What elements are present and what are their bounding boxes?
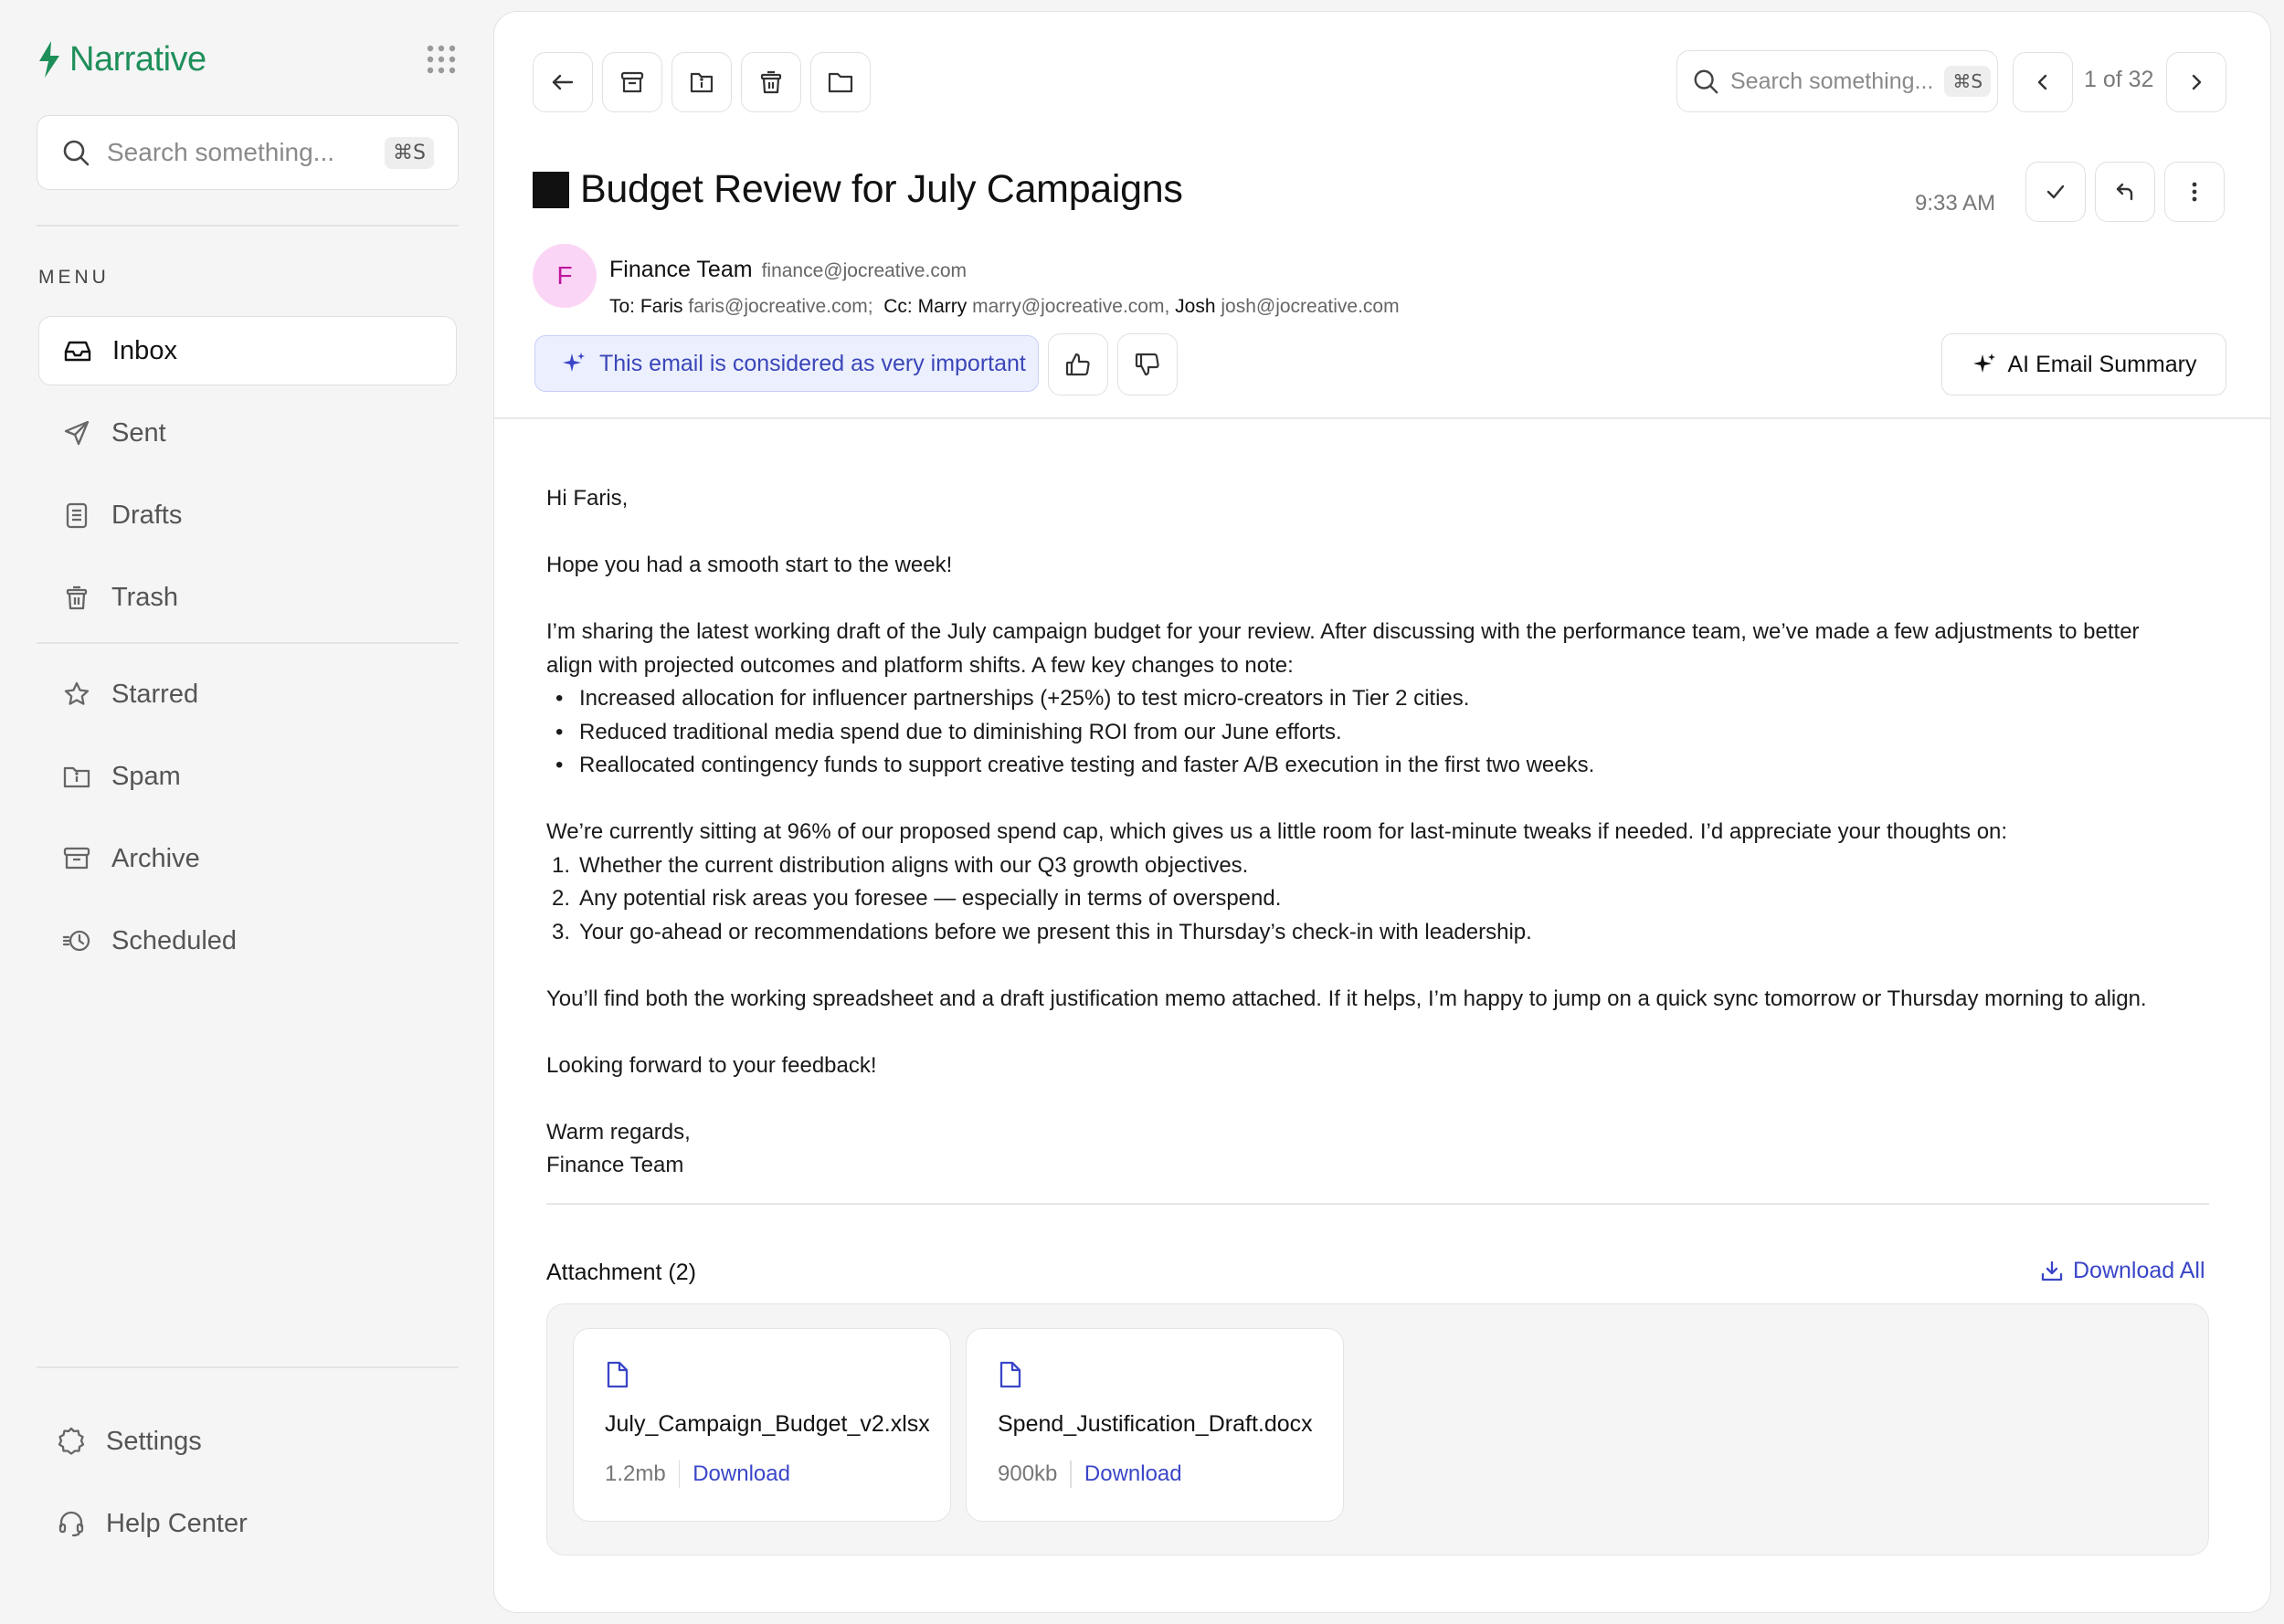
- divider: [37, 642, 459, 644]
- archive-icon: [619, 69, 645, 95]
- search-icon: [1692, 68, 1719, 95]
- attachment-meta: [998, 1461, 1182, 1488]
- sidebar-item-starred[interactable]: [38, 659, 457, 729]
- thumbs-up-button[interactable]: [1048, 333, 1108, 395]
- check-icon: [2044, 180, 2067, 204]
- list-item: 1. Whether the current distribution aligns with our Q3 growth objectives.: [552, 852, 1249, 878]
- chevron-left-icon: [2032, 71, 2054, 93]
- attachment-size: 1.2mb: [605, 1461, 666, 1486]
- separator: [679, 1461, 681, 1488]
- body-paragraph: I’m sharing the latest working draft of the July campaign budget for your review. After discussing with the performance team, we’ve made a few adjustments to better: [546, 619, 2140, 644]
- sidebar-item-label: Inbox: [112, 335, 177, 365]
- attachment-filename: Spend_Justification_Draft.docx: [998, 1411, 1313, 1437]
- numbered-list: [546, 849, 2227, 950]
- thumbs-down-button[interactable]: [1117, 333, 1178, 395]
- sidebar-item-spam[interactable]: [38, 742, 457, 811]
- importance-text: This email is considered as very important: [599, 350, 1026, 376]
- app-name: Narrative: [69, 39, 206, 79]
- to-name: Faris: [640, 296, 683, 317]
- apps-grid-icon[interactable]: [426, 44, 457, 75]
- signoff: Warm regards,: [546, 1119, 691, 1144]
- divider: [546, 1203, 2209, 1205]
- to-email: faris@jocreative.com;: [688, 296, 873, 317]
- body-paragraph: You’ll find both the working spreadsheet and a draft justification memo attached. If it helps, I’m happy to jump on a quick sync tomorrow or Thursday morning to align.: [546, 986, 2147, 1011]
- sender-name: Finance Team: [609, 257, 753, 282]
- file-icon: [998, 1360, 1023, 1389]
- thumbs-down-icon: [1134, 351, 1161, 378]
- sidebar-item-label: Starred: [111, 679, 199, 709]
- narrative-logo-icon: [37, 39, 62, 79]
- thumbs-up-icon: [1064, 351, 1092, 378]
- attachments-list: [546, 1303, 2209, 1555]
- search-shortcut: ⌘S: [385, 137, 434, 169]
- cc-name: Marry: [917, 296, 968, 317]
- body-paragraph: align with projected outcomes and platform shifts. A few key changes to note:: [546, 652, 1294, 678]
- menu-label: MENU: [38, 267, 110, 288]
- body-paragraph: Hope you had a smooth start to the week!: [546, 553, 953, 577]
- reply-button[interactable]: [2095, 162, 2155, 222]
- search-shortcut: ⌘S: [1944, 66, 1991, 97]
- recipients-line: [609, 296, 1400, 318]
- search-placeholder: Search something...: [107, 138, 335, 166]
- importance-badge: [534, 335, 1039, 392]
- arrow-left-icon: [550, 69, 576, 95]
- sidebar-item-scheduled[interactable]: [38, 906, 457, 975]
- list-item: • Increased allocation for influencer partnerships (+25%) to test micro-creators in Tier 2 cities.: [546, 682, 2227, 716]
- sender-email: finance@jocreative.com: [761, 260, 967, 281]
- sidebar-item-label: Drafts: [111, 500, 183, 530]
- mark-done-button[interactable]: [2025, 162, 2086, 222]
- bullet-list: [546, 682, 2227, 783]
- search-icon: [61, 138, 90, 167]
- scheduled-icon: [62, 926, 91, 955]
- sidebar-item-label: Spam: [111, 761, 181, 791]
- sidebar: [0, 0, 493, 1624]
- list-item: 3. Your go-ahead or recommendations before we present this in Thursday’s check-in with leadership.: [552, 919, 1532, 944]
- sender-info: [609, 257, 967, 283]
- sidebar-item-label: Trash: [111, 582, 179, 612]
- email-search-input[interactable]: [1676, 50, 1998, 112]
- more-vertical-icon: [2183, 180, 2206, 204]
- sidebar-item-label: Settings: [106, 1426, 202, 1456]
- archive-icon: [62, 844, 91, 873]
- sidebar-item-drafts[interactable]: [38, 480, 457, 550]
- pager-count: 1 of 32: [2084, 67, 2154, 92]
- email-subject: Budget Review for July Campaigns: [580, 167, 1183, 211]
- divider: [37, 225, 459, 227]
- label-color-square: [533, 172, 569, 208]
- body-paragraph: We’re currently sitting at 96% of our proposed spend cap, which gives us a little room for last-minute tweaks if needed. I’d appreciate your thoughts on:: [546, 819, 2008, 844]
- sidebar-search-input[interactable]: [37, 115, 459, 190]
- cc-email: marry@jocreative.com,: [972, 296, 1170, 317]
- delete-button[interactable]: [741, 52, 801, 112]
- download-all-link[interactable]: [2040, 1258, 2205, 1284]
- archive-button[interactable]: [602, 52, 662, 112]
- divider: [494, 417, 2270, 419]
- download-all-label: Download All: [2073, 1258, 2205, 1283]
- list-item: • Reduced traditional media spend due to diminishing ROI from our June efforts.: [546, 716, 2227, 750]
- attachments-title: Attachment (2): [546, 1260, 696, 1285]
- sparkle-icon: [1972, 352, 1997, 377]
- email-subject-row: [533, 167, 1183, 212]
- email-time: 9:33 AM: [1915, 191, 1996, 216]
- sidebar-item-sent[interactable]: [38, 398, 457, 468]
- attachment-download-link[interactable]: Download: [1084, 1461, 1182, 1486]
- chevron-right-icon: [2185, 71, 2207, 93]
- next-email-button[interactable]: [2166, 52, 2226, 112]
- attachment-download-link[interactable]: Download: [693, 1461, 790, 1486]
- attachment-card[interactable]: [966, 1328, 1344, 1522]
- sidebar-item-label: Sent: [111, 417, 166, 448]
- signature: Finance Team: [546, 1153, 684, 1177]
- move-to-folder-button[interactable]: [810, 52, 871, 112]
- sidebar-item-help-center[interactable]: [33, 1489, 451, 1558]
- ai-summary-label: AI Email Summary: [2007, 351, 2197, 377]
- download-icon: [2040, 1260, 2064, 1283]
- cc-email: josh@jocreative.com: [1221, 296, 1400, 317]
- spam-icon: [62, 762, 91, 791]
- sidebar-item-label: Help Center: [106, 1508, 248, 1538]
- back-button[interactable]: [533, 52, 593, 112]
- headset-icon: [57, 1509, 86, 1538]
- trash-icon: [62, 583, 91, 612]
- separator: [1070, 1461, 1072, 1488]
- spam-button[interactable]: [671, 52, 732, 112]
- sidebar-item-label: Archive: [111, 843, 200, 873]
- drafts-icon: [62, 501, 91, 530]
- star-icon: [62, 680, 91, 709]
- email-body: [546, 482, 2227, 1183]
- list-item: 2. Any potential risk areas you foresee — especially in terms of overspend.: [552, 886, 1282, 911]
- spam-icon: [689, 69, 714, 95]
- send-icon: [62, 418, 91, 448]
- body-paragraph: Looking forward to your feedback!: [546, 1052, 877, 1078]
- cc-label: Cc:: [883, 296, 913, 317]
- email-view: [493, 11, 2271, 1613]
- avatar: F: [533, 244, 597, 308]
- settings-icon: [57, 1427, 86, 1456]
- sidebar-item-archive[interactable]: [38, 824, 457, 893]
- sidebar-item-trash[interactable]: [38, 563, 457, 632]
- brand-logo[interactable]: [37, 37, 206, 82]
- trash-icon: [758, 69, 784, 95]
- attachment-card[interactable]: [573, 1328, 951, 1522]
- folder-icon: [827, 69, 854, 95]
- sidebar-item-inbox[interactable]: [38, 316, 457, 385]
- search-placeholder: Search something...: [1730, 68, 1934, 94]
- ai-email-summary-button[interactable]: [1941, 333, 2226, 395]
- more-options-button[interactable]: [2164, 162, 2225, 222]
- body-paragraph: Hi Faris,: [546, 486, 629, 511]
- cc-name: Josh: [1175, 296, 1216, 317]
- inbox-icon: [63, 336, 92, 365]
- sparkle-icon: [561, 351, 587, 376]
- attachment-meta: [605, 1461, 790, 1488]
- to-label: To:: [609, 296, 636, 317]
- file-icon: [605, 1360, 630, 1389]
- sidebar-item-label: Scheduled: [111, 925, 238, 955]
- attachment-filename: July_Campaign_Budget_v2.xlsx: [605, 1411, 930, 1437]
- sidebar-item-settings[interactable]: [33, 1407, 451, 1476]
- reply-icon: [2113, 180, 2137, 204]
- attachment-size: 900kb: [998, 1461, 1058, 1486]
- list-item: • Reallocated contingency funds to support creative testing and faster A/B execution in the first two weeks.: [546, 749, 2227, 783]
- previous-email-button[interactable]: [2013, 52, 2073, 112]
- divider: [37, 1366, 459, 1368]
